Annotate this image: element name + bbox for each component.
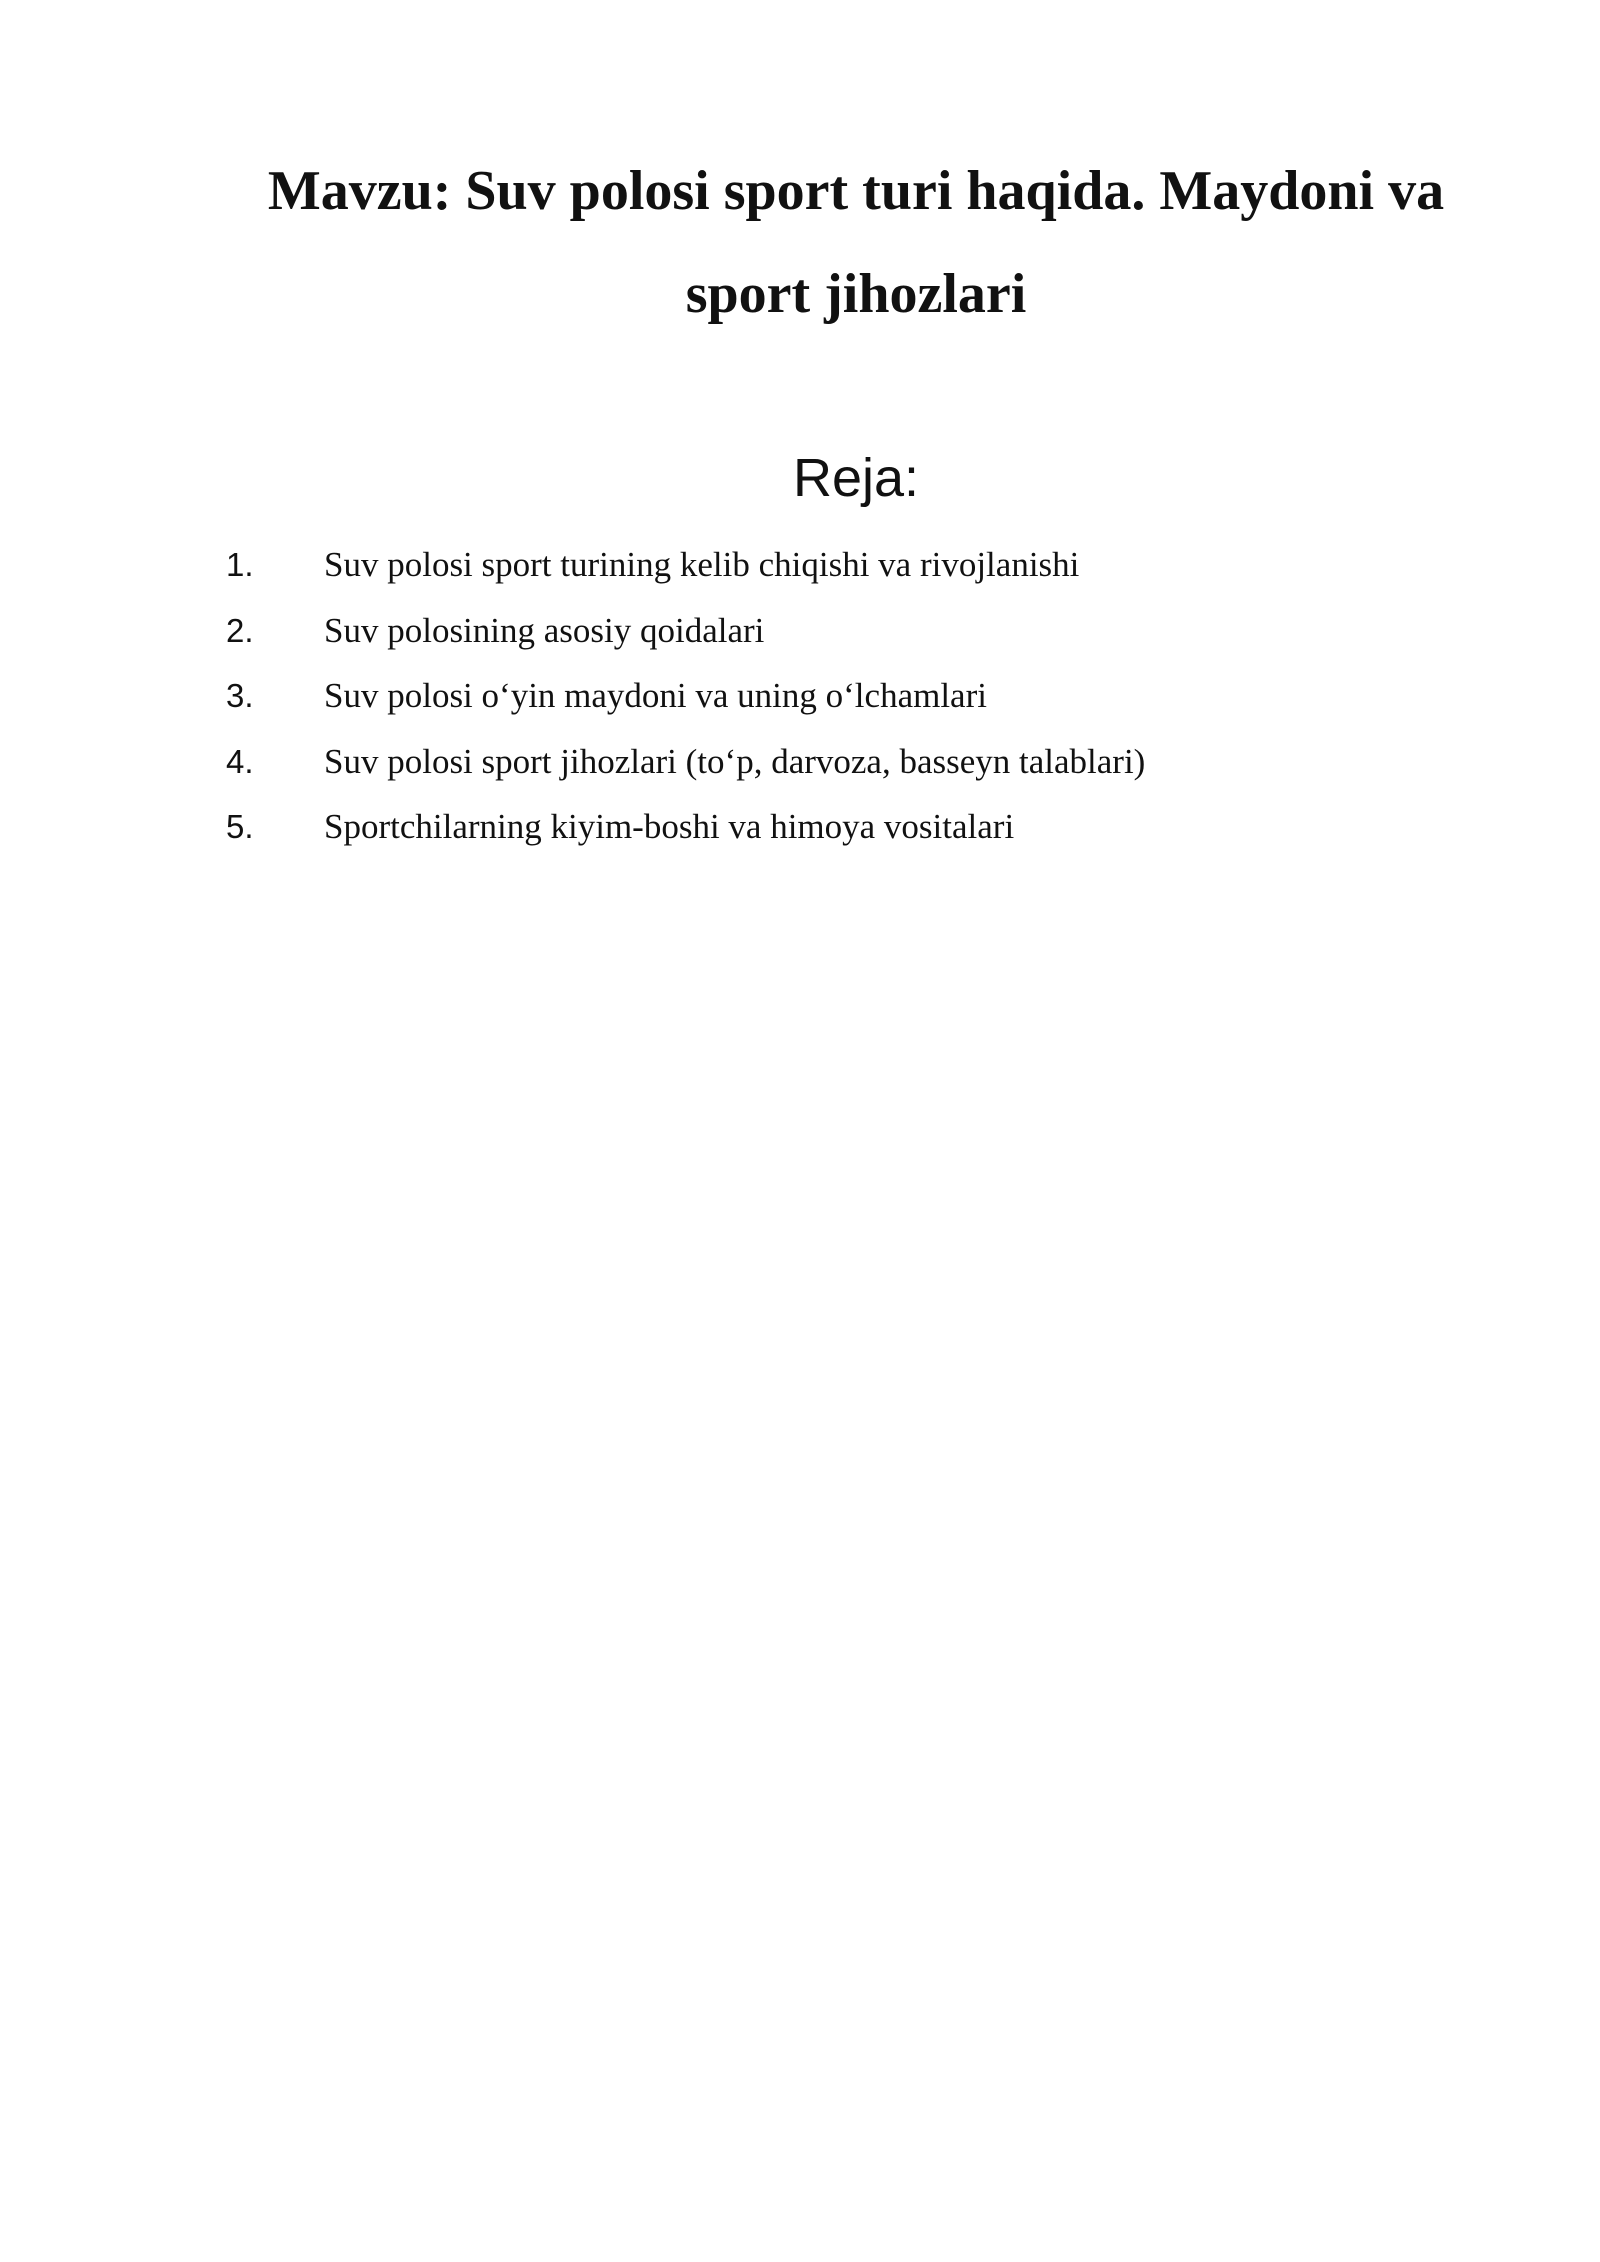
plan-item — [226, 794, 1486, 860]
plan-item-number: 2. — [226, 611, 254, 649]
plan-item-text: Suv polosi sport jihozlari (to‘p, darvoza, basseyn talablari) — [324, 741, 1146, 781]
plan-heading: Reja: — [792, 448, 920, 508]
plan-list — [226, 532, 1486, 860]
plan-item-number: 3. — [226, 677, 254, 714]
plan-item-text: Suv polosi o‘yin maydoni va uning o‘lchamlari — [324, 676, 987, 715]
plan-item-number: 5. — [226, 808, 254, 845]
plan-item — [226, 532, 1486, 598]
plan-item-number: 1. — [226, 546, 254, 583]
plan-item-text: Suv polosining asosiy qoidalari — [324, 610, 765, 650]
document-title: Mavzu: Suv polosi sport turi haqida. Maydoni va sport jihozlari — [267, 160, 1445, 325]
plan-item — [226, 598, 1486, 664]
plan-item-number: 4. — [226, 742, 254, 780]
plan-item-text: Suv polosi sport turining kelib chiqishi va rivojlanishi — [324, 545, 1080, 584]
plan-item — [226, 729, 1486, 795]
plan-item-text: Sportchilarning kiyim-boshi va himoya vositalari — [324, 807, 1015, 846]
plan-item — [226, 663, 1486, 729]
